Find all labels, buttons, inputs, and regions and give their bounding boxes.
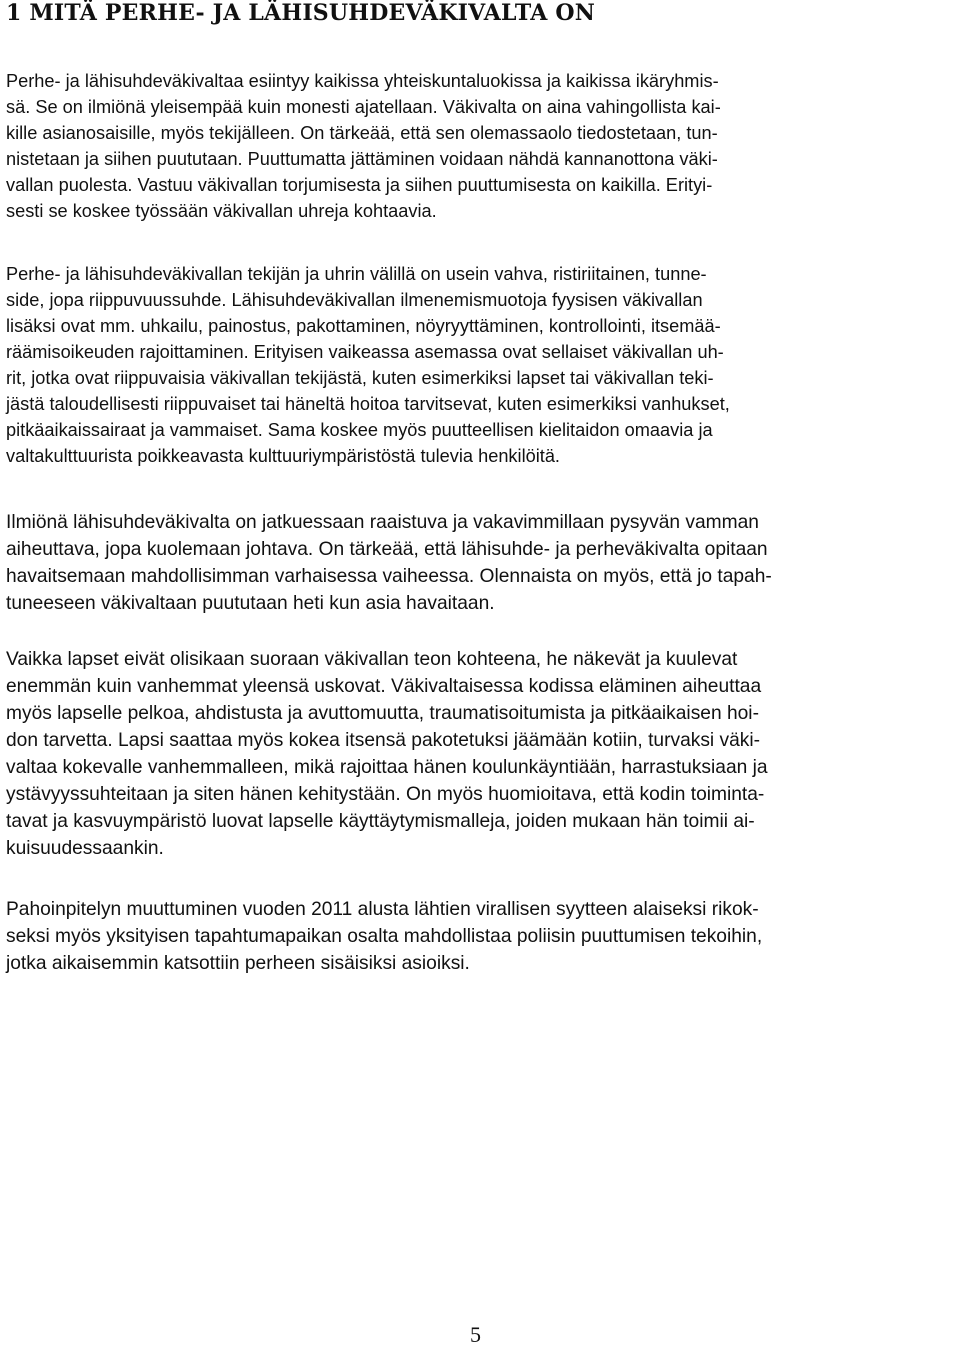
text-line: pitkäaikaissairaat ja vammaiset. Sama koskee myös puutteellisen kielitaidon omaavia ja: [6, 420, 713, 440]
paragraph-1: [6, 68, 721, 224]
text-line: jotka aikaisemmin katsottiin perheen sisäisiksi asioiksi.: [6, 953, 470, 974]
text-line: side, jopa riippuvuussuhde. Lähisuhdeväkivallan ilmenemismuotoja fyysisen väkivallan: [6, 290, 703, 310]
text-line: Vaikka lapset eivät olisikaan suoraan väkivallan teon kohteena, he näkevät ja kuulevat: [6, 649, 738, 670]
text-line: havaitsemaan mahdollisimman varhaisessa vaiheessa. Olennaista on myös, että jo tapah-: [6, 566, 772, 587]
paragraph-3: [6, 509, 772, 617]
text-line: tavat ja kasvuympäristö luovat lapselle käyttäytymismalleja, joiden mukaan hän toimii ai-: [6, 811, 755, 832]
text-line: Perhe- ja lähisuhdeväkivaltaa esiintyy kaikissa yhteiskuntaluokissa ja kaikissa ikäryhmis-: [6, 71, 719, 91]
text-line: räämisoikeuden rajoittaminen. Erityisen vaikeassa asemassa ovat sellaiset väkivallan uh-: [6, 342, 724, 362]
text-line: ystävyyssuhteitaan ja siten hänen kehitystään. On myös huomioitava, että kodin toiminta-: [6, 784, 765, 805]
text-line: enemmän kuin vanhemmat yleensä uskovat. Väkivaltaisessa kodissa eläminen aiheuttaa: [6, 676, 762, 697]
text-line: Perhe- ja lähisuhdeväkivallan tekijän ja uhrin välillä on usein vahva, ristiriitainen, tunne-: [6, 264, 707, 284]
text-line: rit, jotka ovat riippuvaisia väkivallan tekijästä, kuten esimerkiksi lapset tai väkivallan teki-: [6, 368, 714, 388]
text-line: valtaa kokevalle vanhemmalleen, mikä rajoittaa hänen koulunkäyntiään, harrastuksiaan ja: [6, 757, 768, 778]
text-line: Pahoinpitelyn muuttuminen vuoden 2011 alusta lähtien virallisen syytteen alaiseksi rikok-: [6, 899, 759, 920]
text-line: kille asianosaisille, myös tekijälleen. On tärkeää, että sen olemassaolo tiedostetaan, tun-: [6, 123, 718, 143]
text-line: nistetaan ja siihen puututaan. Puuttumatta jättäminen voidaan nähdä kannanottona väki-: [6, 149, 718, 169]
paragraph-4: [6, 646, 768, 862]
text-line: myös lapselle pelkoa, ahdistusta ja avuttomuutta, traumatisoitumista ja pitkäaikaisen hoi-: [6, 703, 759, 724]
text-line: seksi myös yksityisen tapahtumapaikan osalta mahdollistaa poliisin puuttumisen tekoihin,: [6, 926, 763, 947]
text-line: sä. Se on ilmiönä yleisempää kuin monesti ajatellaan. Väkivalta on aina vahingollista kai-: [6, 97, 721, 117]
text-line: tuneeseen väkivaltaan puututaan heti kun asia havaitaan.: [6, 593, 495, 614]
section-heading: 1 MITÄ PERHE- JA LÄHISUHDEVÄKIVALTA ON: [6, 0, 596, 26]
paragraph-2: [6, 261, 730, 469]
text-line: vallan puolesta. Vastuu väkivallan torjumisesta ja siihen puuttumisesta on kaikilla. Erityi-: [6, 175, 713, 195]
page-number: 5: [470, 1322, 481, 1347]
text-line: lisäksi ovat mm. uhkailu, painostus, pakottaminen, nöyryyttäminen, kontrollointi, itsemää-: [6, 316, 721, 336]
text-line: kuisuudessaankin.: [6, 838, 164, 859]
paragraph-5: [6, 896, 762, 977]
text-line: jästä taloudellisesti riippuvaiset tai häneltä hoitoa tarvitsevat, kuten esimerkiksi vanhukset,: [6, 394, 730, 414]
text-line: don tarvetta. Lapsi saattaa myös kokea itsensä pakotetuksi jäämään kotiin, turvaksi väki-: [6, 730, 761, 751]
text-line: Ilmiönä lähisuhdeväkivalta on jatkuessaan raaistuva ja vakavimmillaan pysyvän vamman: [6, 512, 759, 533]
text-line: aiheuttava, jopa kuolemaan johtava. On tärkeää, että lähisuhde- ja perheväkivalta opitaan: [6, 539, 768, 560]
text-line: sesti se koskee työssään väkivallan uhreja kohtaavia.: [6, 201, 437, 221]
text-line: valtakulttuurista poikkeavasta kulttuuriympäristöstä tulevia henkilöitä.: [6, 446, 560, 466]
